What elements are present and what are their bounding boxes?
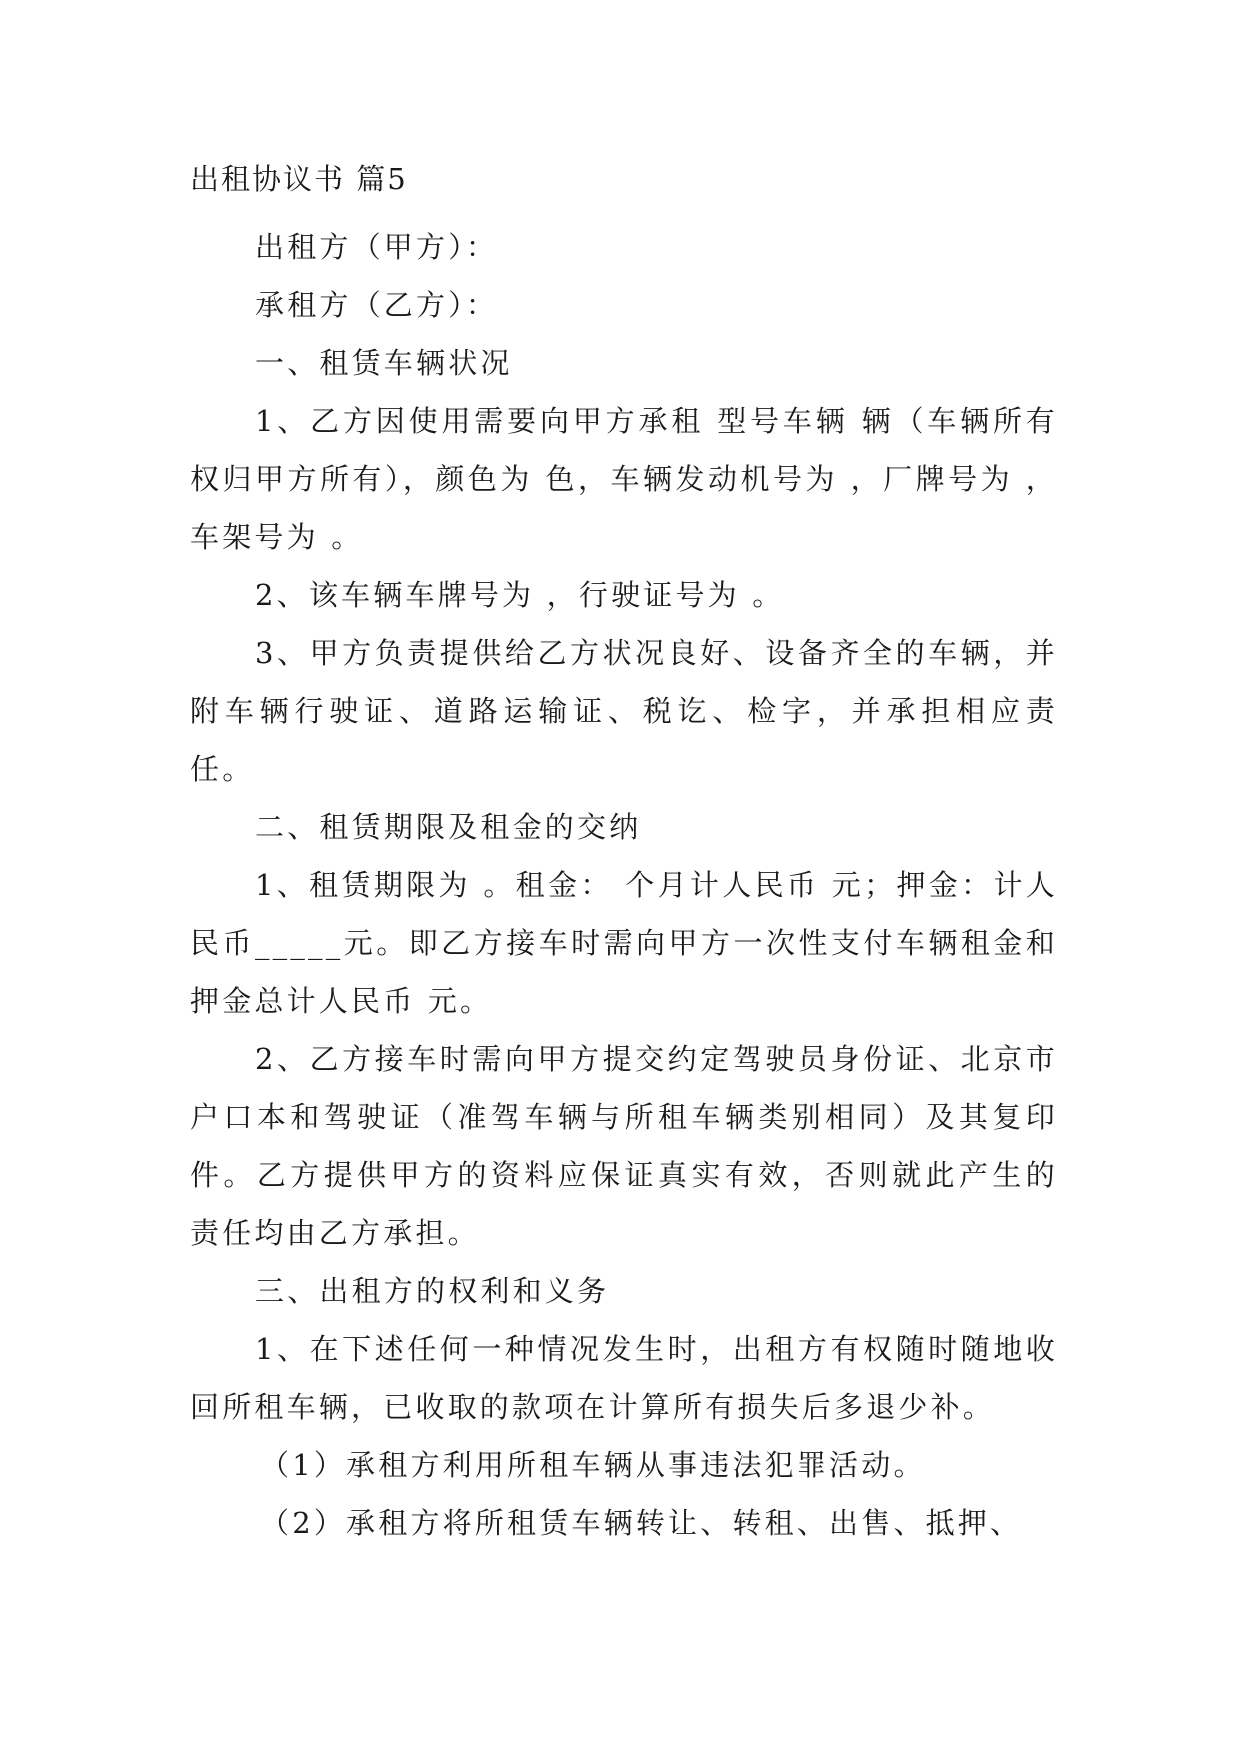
section-heading-lease-term: 二、租赁期限及租金的交纳	[255, 810, 642, 844]
paragraph-reclaim-vehicle: 1、在下述任何一种情况发生时，出租方有权随时随地收回所租车辆，已收取的款项在计算所有损失后多退少补。	[190, 1332, 1058, 1424]
paragraph-documents: 2、乙方接车时需向甲方提交约定驾驶员身份证、北京市户口本和驾驶证（准驾车辆与所租车辆类别相同）及其复印件。乙方提供甲方的资料应保证真实有效，否则就此产生的责任均由乙方承担。	[190, 1042, 1058, 1250]
paragraph-lessee: 承租方（乙方）：	[255, 288, 499, 322]
paragraph-lessor: 出租方（甲方）：	[255, 230, 499, 264]
paragraph-vehicle-condition: 3、甲方负责提供给乙方状况良好、设备齐全的车辆，并附车辆行驶证、道路运输证、税讫、检字，并承担相应责任。	[190, 636, 1058, 786]
section-heading-vehicle-status: 一、租赁车辆状况	[255, 346, 513, 380]
paragraph-illegal-activity: （1）承租方利用所租车辆从事违法犯罪活动。	[260, 1448, 926, 1482]
paragraph-vehicle-model: 1、乙方因使用需要向甲方承租 型号车辆 辆（车辆所有权归甲方所有），颜色为 色，车辆发动机号为 ，厂牌号为 ，车架号为 。	[190, 404, 1058, 554]
paragraph-plate-number: 2、该车辆车牌号为 ，行驶证号为 。	[255, 578, 785, 612]
section-heading-lessor-rights: 三、出租方的权利和义务	[255, 1274, 610, 1308]
paragraph-rent-deposit: 1、租赁期限为 。租金： 个月计人民币 元；押金：计人民币_____元。即乙方接车时需向甲方一次性支付车辆租金和押金总计人民币 元。	[190, 868, 1058, 1018]
document-title: 出租协议书 篇5	[190, 162, 408, 196]
paragraph-transfer-sublease: （2）承租方将所租赁车辆转让、转租、出售、抵押、	[260, 1506, 1023, 1540]
document-page	[190, 160, 1058, 1552]
